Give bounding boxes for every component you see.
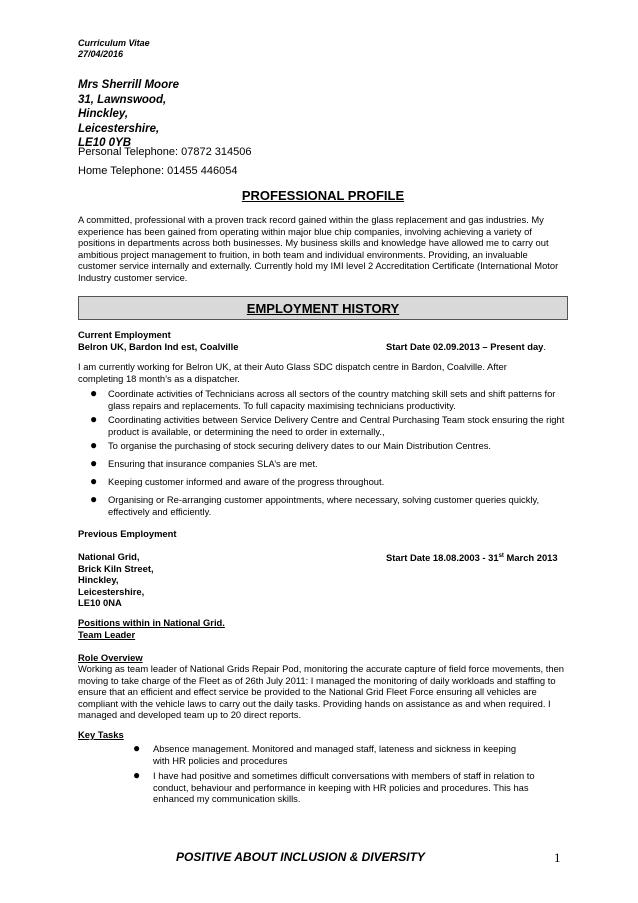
list-item: ● I have had positive and sometimes difficult conversations with members of staff in relation to conduct, behaviour and performance in keeping with HR policies and procedures. This has enhanced my communication skills. — [133, 768, 535, 805]
address-line: Hinckley, — [78, 108, 129, 120]
list-item: ● Keeping customer informed and aware of the progress throughout. — [90, 474, 385, 488]
key-tasks-list — [125, 743, 535, 805]
address-line: Leicestershire, — [78, 585, 145, 597]
profile-text: A committed, professional with a proven track record gained within the glass replacement and gas industries. My experience has been gained from operating within major blue chip companies, involving achieving a variety of positions in departments across both businesses. My business skills and knowledge have allowed me to carry out ambitious project management to fruition, in both team and individual environments. Providing, an invaluable customer service internally and externally. Currently hold my IMI level 2 Accreditation Certificate (International Motor Industry customer service. — [78, 214, 559, 283]
page-number: 1 — [554, 850, 561, 865]
employment-heading-bar — [78, 296, 568, 320]
current-intro: I am currently working for Belron UK, at their Auto Glass SDC dispatch centre in Bardon, Coalville. After completing 18 month’s as a dispatcher. — [78, 361, 507, 384]
address-line: Hinckley, — [78, 574, 119, 586]
list-item: ● Coordinate activities of Technicians across all sectors of the country matching skill sets and shift patterns for glass repairs and replacements. To full capacity maximising technicians productivity. — [90, 386, 556, 411]
home-phone: Home Telephone: 01455 446054 — [78, 165, 238, 177]
previous-employer: National Grid, Brick Kiln Street, Hinckley, Leicestershire, LE10 0NA — [78, 551, 154, 609]
role-overview-text: Working as team leader of National Grids Repair Pod, monitoring the accurate capture of field force movements, then moving to take charge of the Fleet as of 26th July 2011: I managed the monitoring of daily workloads and staffing to ensure that an efficient and effect service be provided to the National Grid Fleet Force ensuring all vehicles are compliant with the vehicle laws to carry out the daily tasks. Providing hands on assistance as and when required. I managed and developed team up to 20 direct reports. — [78, 663, 565, 721]
role-overview-label: Role Overview — [78, 652, 143, 663]
list-item: ● To organise the purchasing of stock securing delivery dates to our Main Distribution Centres. — [90, 438, 492, 452]
position-title: Team Leader — [78, 629, 136, 640]
current-duties-list — [78, 388, 568, 518]
address-line: LE10 0NA — [78, 597, 122, 609]
employment-heading: EMPLOYMENT HISTORY — [246, 301, 400, 316]
address-line: Leicestershire, — [78, 122, 160, 135]
previous-start-date: Start Date 18.08.2003 - 31st March 2013 — [386, 552, 558, 563]
positions-label: Positions within in National Grid. — [78, 617, 225, 628]
current-start-date: Start Date 02.09.2013 – Present day. — [386, 341, 546, 352]
address-line: LE10 0YB — [78, 137, 132, 149]
list-item: ● Absence management. Monitored and managed staff, lateness and sickness in keeping with HR policies and procedures — [133, 741, 517, 766]
list-item: ● Organising or Re-arranging customer appointments, where necessary, solving customer queries quickly, effectively and efficiently. — [90, 492, 540, 517]
current-employment-label: Current Employment — [78, 329, 171, 340]
current-employer: Belron UK, Bardon Ind est, Coalville — [78, 341, 239, 352]
list-item: ● Coordinating activities between Service Delivery Centre and Central Purchasing Team stock ensuring the right product is available, or determining the need to order in externally., — [90, 412, 565, 437]
previous-employment-label: Previous Employment — [78, 528, 177, 539]
contact-block — [78, 78, 179, 151]
cv-date: 27/04/2016 — [78, 49, 124, 59]
personal-phone: Personal Telephone: 07872 314506 — [78, 146, 252, 158]
profile-heading: PROFESSIONAL PROFILE — [241, 188, 405, 203]
address-line: 31, Lawnswood, — [78, 93, 167, 106]
footer-slogan: POSITIVE ABOUT INCLUSION & DIVERSITY — [176, 850, 425, 864]
contact-name: Mrs Sherrill Moore — [78, 79, 179, 91]
list-item: ● Ensuring that insurance companies SLA’s are met. — [90, 456, 318, 470]
address-line: Brick Kiln Street, — [78, 562, 154, 574]
cv-label: Curriculum Vitae — [78, 38, 150, 48]
key-tasks-label: Key Tasks — [78, 729, 124, 740]
